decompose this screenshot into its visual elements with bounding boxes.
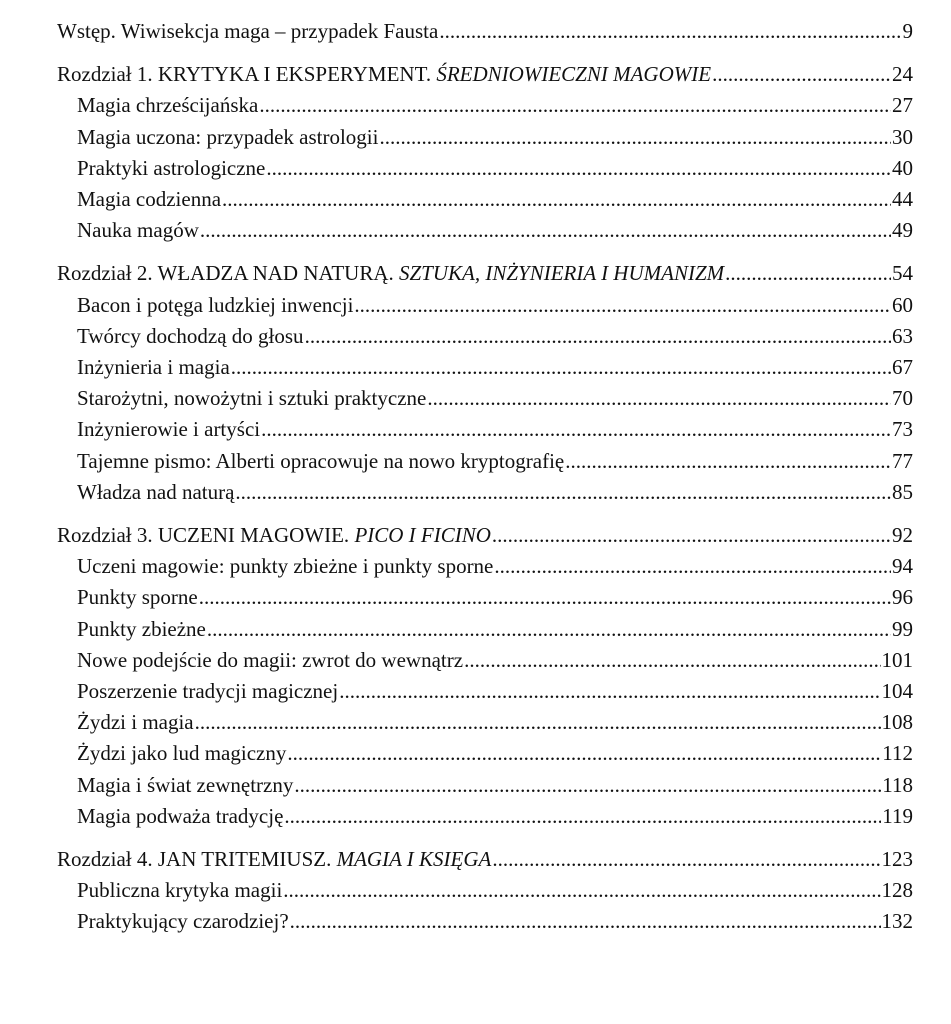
toc-chapter-page: 24 bbox=[892, 62, 913, 87]
toc-section[interactable] bbox=[57, 770, 913, 801]
toc-section[interactable] bbox=[57, 676, 913, 707]
dot-leader bbox=[439, 16, 901, 47]
toc-section[interactable] bbox=[57, 707, 913, 738]
dot-leader bbox=[294, 770, 881, 801]
dot-leader bbox=[199, 582, 891, 613]
dot-leader bbox=[492, 844, 880, 875]
toc-section-page: 118 bbox=[882, 772, 913, 797]
toc-section[interactable] bbox=[57, 90, 913, 121]
toc-section-page: 104 bbox=[881, 679, 913, 704]
toc-section-page: 132 bbox=[881, 909, 913, 934]
toc-section-title: Magia codzienna bbox=[77, 187, 222, 212]
toc-section-page: 128 bbox=[881, 878, 913, 903]
toc-section[interactable] bbox=[57, 290, 913, 321]
dot-leader bbox=[287, 738, 881, 769]
toc-section-page: 85 bbox=[892, 479, 913, 504]
dot-leader bbox=[200, 215, 891, 246]
dot-leader bbox=[195, 707, 881, 738]
toc-section[interactable] bbox=[57, 738, 913, 769]
toc-section-page: 96 bbox=[892, 585, 913, 610]
dot-leader bbox=[222, 184, 891, 215]
dot-leader bbox=[379, 122, 891, 153]
toc-section-page: 112 bbox=[882, 741, 913, 766]
toc-chapter-title bbox=[57, 844, 491, 875]
toc-section[interactable] bbox=[57, 153, 913, 184]
chapter-title-italic: PICO I FICINO bbox=[354, 523, 491, 548]
toc-chapter-page: 123 bbox=[881, 847, 913, 872]
dot-leader bbox=[494, 551, 891, 582]
table-of-contents bbox=[57, 16, 913, 938]
dot-leader bbox=[261, 414, 891, 445]
toc-chapter-4[interactable] bbox=[57, 844, 913, 875]
dot-leader bbox=[259, 90, 891, 121]
toc-section-title: Nowe podejście do magii: zwrot do wewnątrz bbox=[77, 647, 464, 672]
toc-section[interactable] bbox=[57, 551, 913, 582]
toc-section-title: Tajemne pismo: Alberti opracowuje na nowo kryptografię bbox=[77, 448, 565, 473]
toc-section-title: Inżynierowie i artyści bbox=[77, 417, 261, 442]
toc-section[interactable] bbox=[57, 875, 913, 906]
chapter-title-italic: SZTUKA, INŻYNIERIA I HUMANIZM bbox=[399, 261, 725, 286]
chapter-title-prefix: Rozdział 3. UCZENI MAGOWIE. bbox=[57, 523, 355, 548]
dot-leader bbox=[235, 477, 891, 508]
toc-section-title: Magia i świat zewnętrzny bbox=[77, 772, 294, 797]
dot-leader bbox=[283, 875, 880, 906]
dot-leader bbox=[231, 352, 891, 383]
toc-section-title: Żydzi i magia bbox=[77, 710, 194, 735]
toc-section[interactable] bbox=[57, 215, 913, 246]
toc-entry-intro[interactable] bbox=[57, 16, 913, 47]
toc-section[interactable] bbox=[57, 414, 913, 445]
toc-section-page: 99 bbox=[892, 616, 913, 641]
toc-section-title: Władza nad naturą bbox=[77, 479, 235, 504]
toc-section-page: 67 bbox=[892, 355, 913, 380]
toc-section-page: 44 bbox=[892, 187, 913, 212]
toc-section[interactable] bbox=[57, 352, 913, 383]
dot-leader bbox=[339, 676, 880, 707]
toc-section-page: 40 bbox=[892, 155, 913, 180]
toc-chapter-page: 54 bbox=[892, 261, 913, 286]
dot-leader bbox=[354, 290, 891, 321]
dot-leader bbox=[266, 153, 891, 184]
toc-section[interactable] bbox=[57, 614, 913, 645]
toc-section-title: Twórcy dochodzą do głosu bbox=[77, 323, 304, 348]
toc-section[interactable] bbox=[57, 184, 913, 215]
toc-chapter-3[interactable] bbox=[57, 520, 913, 551]
toc-section[interactable] bbox=[57, 321, 913, 352]
dot-leader bbox=[207, 614, 891, 645]
chapter-title-prefix: Rozdział 2. WŁADZA NAD NATURĄ. bbox=[57, 261, 399, 286]
toc-section-title: Punkty sporne bbox=[77, 585, 198, 610]
dot-leader bbox=[427, 383, 891, 414]
toc-section-page: 63 bbox=[892, 323, 913, 348]
toc-section[interactable] bbox=[57, 906, 913, 937]
dot-leader bbox=[712, 59, 891, 90]
toc-section-title: Publiczna krytyka magii bbox=[77, 878, 283, 903]
toc-section-title: Praktyki astrologiczne bbox=[77, 155, 266, 180]
toc-entry-title: Wstęp. Wiwisekcja maga – przypadek Fausta bbox=[57, 19, 439, 43]
toc-section-title: Inżynieria i magia bbox=[77, 355, 230, 380]
toc-section-page: 30 bbox=[892, 124, 913, 149]
dot-leader bbox=[305, 321, 891, 352]
toc-section-page: 49 bbox=[892, 218, 913, 243]
dot-leader bbox=[725, 258, 891, 289]
chapter-title-italic: MAGIA I KSIĘGA bbox=[336, 847, 492, 872]
toc-section[interactable] bbox=[57, 446, 913, 477]
toc-section-title: Starożytni, nowożytni i sztuki praktyczne bbox=[77, 386, 427, 411]
toc-section-page: 73 bbox=[892, 417, 913, 442]
chapter-title-prefix: Rozdział 1. KRYTYKA I EKSPERYMENT. bbox=[57, 62, 437, 87]
chapter-title-prefix: Rozdział 4. JAN TRITEMIUSZ. bbox=[57, 847, 337, 872]
toc-section-title: Punkty zbieżne bbox=[77, 616, 206, 641]
toc-section-title: Magia uczona: przypadek astrologii bbox=[77, 124, 379, 149]
dot-leader bbox=[464, 645, 880, 676]
toc-chapter-title bbox=[57, 59, 711, 90]
toc-section[interactable] bbox=[57, 477, 913, 508]
toc-section-title: Uczeni magowie: punkty zbieżne i punkty sporne bbox=[77, 554, 494, 579]
dot-leader bbox=[492, 520, 891, 551]
toc-section-page: 119 bbox=[882, 803, 913, 828]
toc-section[interactable] bbox=[57, 801, 913, 832]
toc-chapter-2[interactable] bbox=[57, 258, 913, 289]
toc-section-page: 27 bbox=[892, 93, 913, 118]
toc-section-title: Nauka magów bbox=[77, 218, 199, 243]
toc-chapter-title bbox=[57, 258, 724, 289]
toc-section-title: Poszerzenie tradycji magicznej bbox=[77, 679, 339, 704]
toc-section[interactable] bbox=[57, 582, 913, 613]
toc-entry-page: 9 bbox=[902, 19, 913, 43]
dot-leader bbox=[290, 906, 881, 937]
toc-section-title: Magia chrześcijańska bbox=[77, 93, 259, 118]
toc-section-page: 108 bbox=[881, 710, 913, 735]
toc-section-page: 60 bbox=[892, 292, 913, 317]
toc-section[interactable] bbox=[57, 122, 913, 153]
toc-section-page: 101 bbox=[881, 647, 913, 672]
toc-section-page: 70 bbox=[892, 386, 913, 411]
toc-section-title: Magia podważa tradycję bbox=[77, 803, 284, 828]
toc-section-title: Praktykujący czarodziej? bbox=[77, 909, 289, 934]
toc-chapter-1[interactable] bbox=[57, 59, 913, 90]
toc-chapter-title bbox=[57, 520, 491, 551]
toc-chapter-page: 92 bbox=[892, 523, 913, 548]
dot-leader bbox=[284, 801, 881, 832]
toc-section[interactable] bbox=[57, 383, 913, 414]
toc-section[interactable] bbox=[57, 645, 913, 676]
dot-leader bbox=[565, 446, 891, 477]
toc-section-title: Żydzi jako lud magiczny bbox=[77, 741, 287, 766]
toc-section-page: 94 bbox=[892, 554, 913, 579]
toc-section-page: 77 bbox=[892, 448, 913, 473]
toc-section-title: Bacon i potęga ludzkiej inwencji bbox=[77, 292, 354, 317]
chapter-title-italic: ŚREDNIOWIECZNI MAGOWIE bbox=[436, 62, 712, 87]
